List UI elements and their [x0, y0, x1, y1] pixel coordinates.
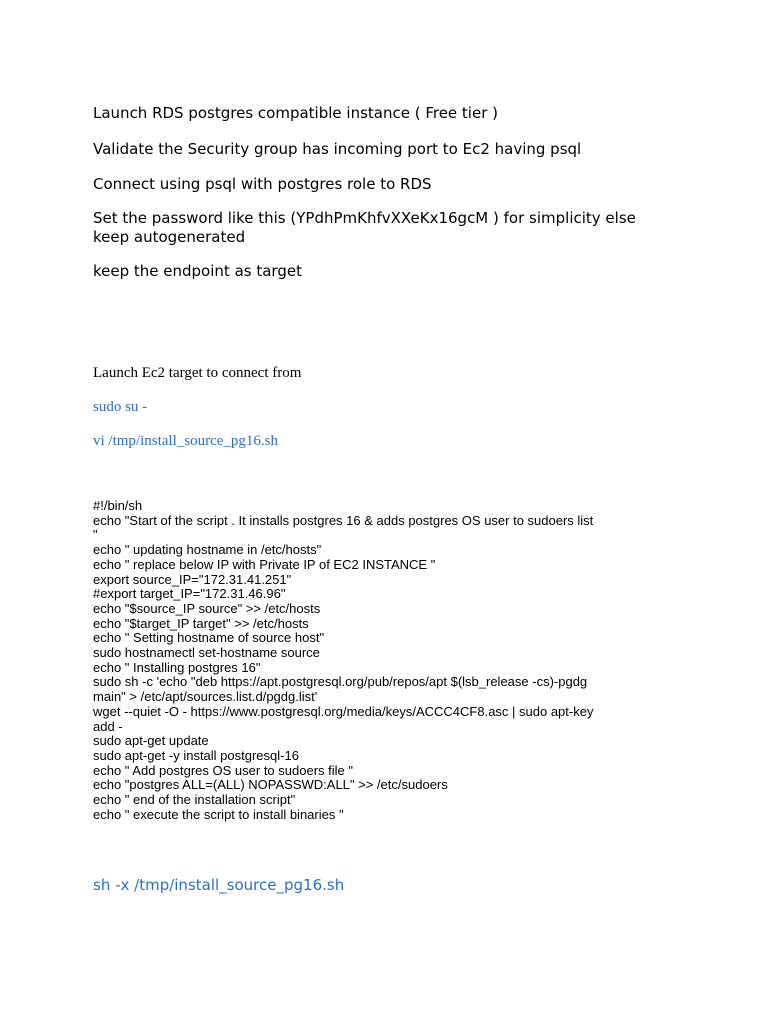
script-line: echo " replace below IP with Private IP of EC2 INSTANCE "	[93, 556, 436, 572]
script-line: echo "$source_IP source" >> /etc/hosts	[93, 600, 321, 616]
script-line: echo " updating hostname in /etc/hosts"	[93, 542, 322, 558]
script-line: echo "Start of the script . It installs postgres 16 & adds postgres OS user to sudoers list	[93, 512, 594, 528]
script-line: sudo apt-get -y install postgresql-16	[93, 747, 299, 763]
script-line: sudo apt-get update	[93, 733, 209, 749]
command-sudo-su: sudo su -	[93, 399, 148, 415]
script-line: "	[93, 527, 98, 543]
command-run-script: sh -x /tmp/install_source_pg16.sh	[93, 876, 345, 894]
instruction-connect-psql: Connect using psql with postgres role to RDS	[93, 175, 432, 193]
script-line: wget --quiet -O - https://www.postgresql.org/media/keys/ACCC4CF8.asc | sudo apt-key	[93, 703, 594, 719]
script-line: sudo sh -c 'echo "deb https://apt.postgresql.org/pub/repos/apt $(lsb_release -cs)-pgdg	[93, 674, 588, 690]
instruction-validate-security-group: Validate the Security group has incoming port to Ec2 having psql	[93, 140, 582, 158]
script-line: echo "postgres ALL=(ALL) NOPASSWD:ALL" >> /etc/sudoers	[93, 777, 448, 793]
script-line: export source_IP="172.31.41.251"	[93, 571, 292, 587]
script-line: sudo hostnamectl set-hostname source	[93, 645, 320, 661]
instruction-keep-endpoint: keep the endpoint as target	[93, 262, 302, 280]
script-line: #export target_IP="172.31.46.96"	[93, 586, 286, 602]
command-vi-script: vi /tmp/install_source_pg16.sh	[93, 433, 278, 449]
script-line: add -	[93, 718, 123, 734]
script-line: echo " Setting hostname of source host"	[93, 630, 325, 646]
script-line: echo " Add postgres OS user to sudoers file "	[93, 762, 353, 778]
instruction-set-password: Set the password like this (YPdhPmKhfvXXeKx16gcM ) for simplicity else keep autogenerated	[93, 209, 636, 246]
install-script-block	[93, 499, 693, 822]
script-line: main" > /etc/apt/sources.list.d/pgdg.list'	[93, 689, 318, 705]
script-line: echo " execute the script to install binaries "	[93, 806, 344, 822]
script-line: #!/bin/sh	[93, 498, 143, 513]
ec2-section-heading: Launch Ec2 target to connect from	[93, 365, 302, 381]
instruction-launch-rds: Launch RDS postgres compatible instance ( Free tier )	[93, 104, 498, 122]
script-line: echo "$target_IP target" >> /etc/hosts	[93, 615, 309, 631]
script-line: echo " end of the installation script"	[93, 792, 296, 808]
script-line: echo " Installing postgres 16"	[93, 659, 261, 675]
